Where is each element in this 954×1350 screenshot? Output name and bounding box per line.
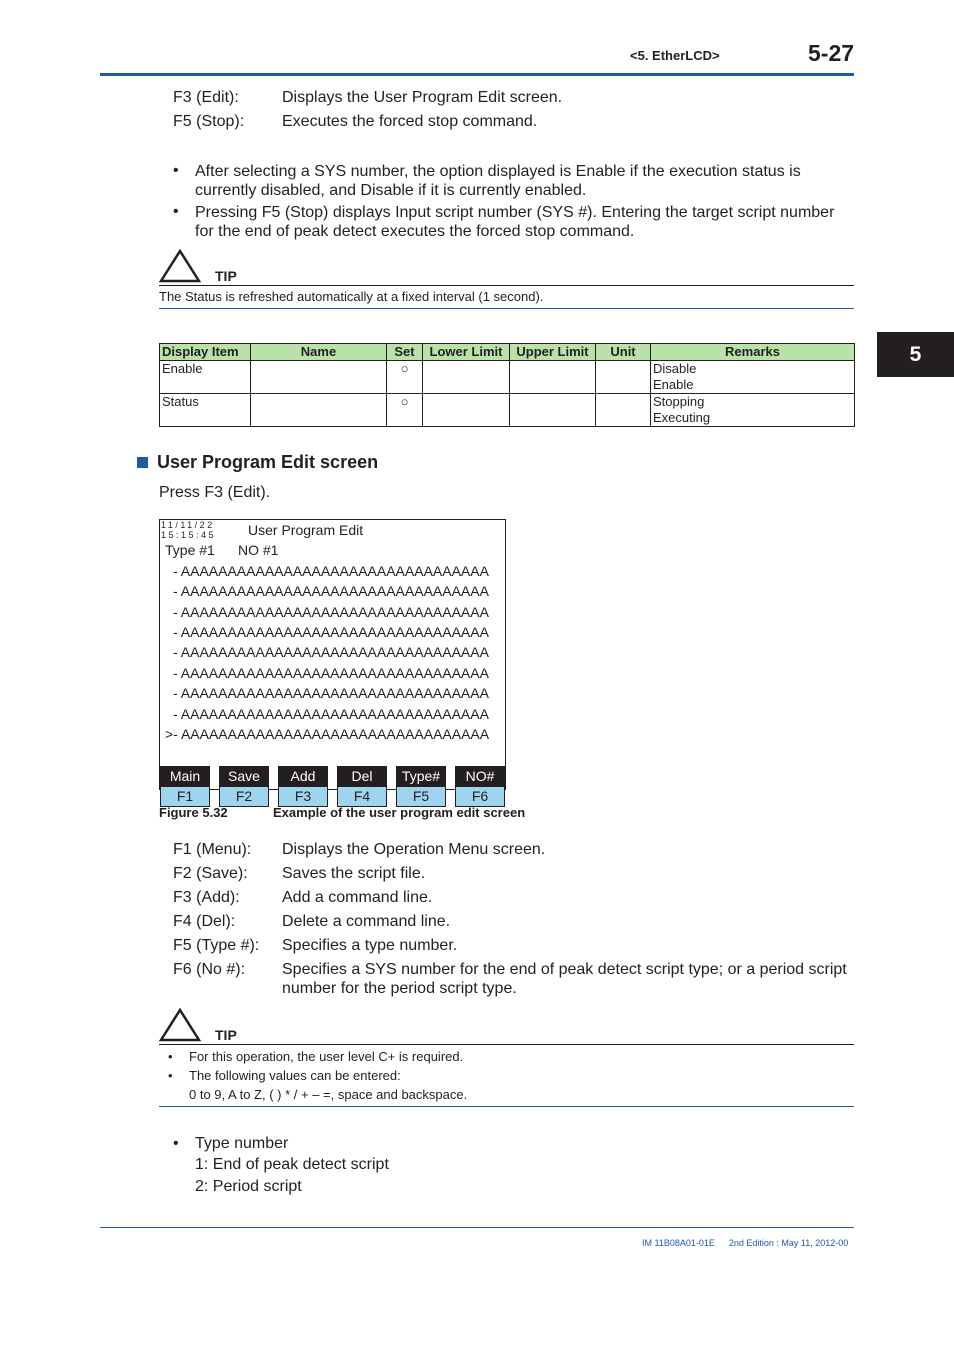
- footer-rule: [100, 1227, 854, 1228]
- remark-line: Enable: [653, 377, 694, 392]
- type-number-item: 2: Period script: [195, 1178, 302, 1195]
- remark-line: Disable: [653, 361, 697, 376]
- def-key: F3 (Edit):: [173, 89, 239, 106]
- command-line[interactable]: - AAAAAAAAAAAAAAAAAAAAAAAAAAAAAAAAA: [173, 604, 489, 620]
- section-heading: [137, 452, 378, 473]
- command-line[interactable]: - AAAAAAAAAAAAAAAAAAAAAAAAAAAAAAAAA: [173, 685, 489, 701]
- command-line[interactable]: - AAAAAAAAAAAAAAAAAAAAAAAAAAAAAAAAA: [173, 706, 489, 722]
- table-header: Unit: [596, 344, 651, 361]
- remark-line: Executing: [653, 410, 711, 425]
- tip-warning-icon: [159, 249, 201, 283]
- def-value: Saves the script file.: [282, 865, 426, 882]
- softkey-no[interactable]: NO#: [455, 766, 505, 786]
- type-number-item: 1: End of peak detect script: [195, 1156, 389, 1173]
- f1-key[interactable]: F1: [160, 786, 210, 807]
- figure-caption: Example of the user program edit screen: [273, 805, 526, 820]
- softkey-add[interactable]: Add: [278, 766, 328, 786]
- lcd-title: User Program Edit: [248, 522, 364, 538]
- bullet-dot: •: [168, 1049, 173, 1064]
- square-bullet-icon: [137, 457, 148, 468]
- def-value: Add a command line.: [282, 889, 433, 906]
- command-line[interactable]: - AAAAAAAAAAAAAAAAAAAAAAAAAAAAAAAAA: [173, 583, 489, 599]
- def-key: F4 (Del):: [173, 913, 236, 930]
- f6-key[interactable]: F6: [455, 786, 505, 807]
- tip-extra: 0 to 9, A to Z, ( ) * / + – =, space and backspace.: [189, 1087, 468, 1102]
- table-row: [160, 361, 855, 394]
- table-cell: [596, 394, 651, 427]
- table-header: Lower Limit: [423, 344, 510, 361]
- table-cell: [251, 361, 387, 394]
- bullet-text: After selecting a SYS number, the option displayed is Enable if the execution status is: [195, 163, 801, 180]
- table-header-row: [160, 344, 855, 361]
- bullet-dot: •: [173, 203, 179, 220]
- table-header: Set: [387, 344, 423, 361]
- tip-warning-icon: [159, 1008, 201, 1042]
- table-header: Display Item: [160, 344, 251, 361]
- def-key: F2 (Save):: [173, 865, 248, 882]
- footer-doc: IM 11B08A01-01E: [642, 1238, 715, 1248]
- command-line[interactable]: - AAAAAAAAAAAAAAAAAAAAAAAAAAAAAAAAA: [173, 665, 489, 681]
- table-row: [160, 394, 855, 427]
- type-number-title: Type number: [195, 1135, 289, 1152]
- table-cell: ○: [387, 394, 423, 427]
- lcd-date: 11/11/22: [161, 520, 215, 530]
- command-line[interactable]: - AAAAAAAAAAAAAAAAAAAAAAAAAAAAAAAAA: [173, 624, 489, 640]
- def-value: Displays the Operation Menu screen.: [282, 841, 546, 858]
- bullet-text: for the end of peak detect executes the forced stop command.: [195, 223, 635, 240]
- f5-key[interactable]: F5: [396, 786, 446, 807]
- tip-item: For this operation, the user level C+ is required.: [189, 1049, 464, 1064]
- tip-text: The Status is refreshed automatically at a fixed interval (1 second).: [159, 289, 544, 304]
- page-number: 5-27: [808, 40, 855, 66]
- tip-rule: [159, 1044, 854, 1045]
- softkey-save[interactable]: Save: [219, 766, 269, 786]
- header-rule: [100, 73, 854, 76]
- footer: [642, 1238, 848, 1248]
- table-cell: [596, 361, 651, 394]
- tip-item: The following values can be entered:: [189, 1068, 401, 1083]
- remark-line: Stopping: [653, 394, 705, 409]
- bullet-dot: •: [168, 1068, 173, 1083]
- table-cell: [251, 394, 387, 427]
- table-cell: [423, 394, 510, 427]
- def-value: Specifies a type number.: [282, 937, 458, 954]
- def-key: F5 (Stop):: [173, 113, 245, 130]
- def-key: F5 (Type #):: [173, 937, 260, 954]
- def-value: Executes the forced stop command.: [282, 113, 538, 130]
- lcd-no-label: NO #1: [238, 542, 279, 558]
- tip-end-rule: [159, 1106, 854, 1107]
- command-line[interactable]: - AAAAAAAAAAAAAAAAAAAAAAAAAAAAAAAAA: [173, 644, 489, 660]
- table-header: Name: [251, 344, 387, 361]
- footer-edition: 2nd Edition : May 11, 2012-00: [728, 1238, 849, 1248]
- table-header: Upper Limit: [510, 344, 596, 361]
- tip-end-rule: [159, 308, 854, 309]
- tip-label: TIP: [215, 1027, 237, 1043]
- table-cell-remarks: [651, 361, 855, 394]
- softkey-type[interactable]: Type#: [396, 766, 446, 786]
- settings-table: [159, 343, 855, 427]
- f3-key[interactable]: F3: [278, 786, 328, 807]
- table-cell: [510, 361, 596, 394]
- softkey-del[interactable]: Del: [337, 766, 387, 786]
- table-cell: [423, 361, 510, 394]
- softkey-main[interactable]: Main: [160, 766, 210, 786]
- lcd-type-label: Type #1: [165, 542, 215, 558]
- def-value: Specifies a SYS number for the end of peak detect script type; or a period script: [282, 961, 847, 978]
- bullet-text: Pressing F5 (Stop) displays Input script number (SYS #). Entering the target script number: [195, 204, 835, 221]
- def-key: F6 (No #):: [173, 961, 246, 978]
- table-cell: [510, 394, 596, 427]
- tip-rule: [159, 285, 854, 286]
- def-key: F3 (Add):: [173, 889, 240, 906]
- command-line[interactable]: - AAAAAAAAAAAAAAAAAAAAAAAAAAAAAAAAA: [173, 563, 489, 579]
- lcd-time: 15:15:45: [161, 530, 217, 540]
- def-key: F1 (Menu):: [173, 841, 252, 858]
- table-cell: ○: [387, 361, 423, 394]
- figure-number: Figure 5.32: [159, 805, 228, 820]
- command-line-selected[interactable]: >- AAAAAAAAAAAAAAAAAAAAAAAAAAAAAAAAA: [165, 726, 490, 742]
- def-value: Displays the User Program Edit screen.: [282, 89, 563, 106]
- bullet-dot: •: [173, 162, 179, 179]
- f2-key[interactable]: F2: [219, 786, 269, 807]
- instruction-text: Press F3 (Edit).: [159, 484, 271, 501]
- table-header: Remarks: [651, 344, 855, 361]
- bullet-text: currently disabled, and Disable if it is currently enabled.: [195, 182, 587, 199]
- lcd-datetime: [161, 520, 216, 540]
- table-cell: Enable: [160, 361, 251, 394]
- def-value: Delete a command line.: [282, 913, 451, 930]
- table-cell: Status: [160, 394, 251, 427]
- header-section: <5. EtherLCD>: [630, 48, 720, 63]
- chapter-tab: 5: [877, 332, 954, 377]
- section-heading-text: User Program Edit screen: [157, 452, 379, 472]
- bullet-dot: •: [173, 1135, 179, 1152]
- def-value-cont: number for the period script type.: [282, 980, 517, 997]
- f4-key[interactable]: F4: [337, 786, 387, 807]
- table-cell-remarks: [651, 394, 855, 427]
- tip-label: TIP: [215, 268, 237, 284]
